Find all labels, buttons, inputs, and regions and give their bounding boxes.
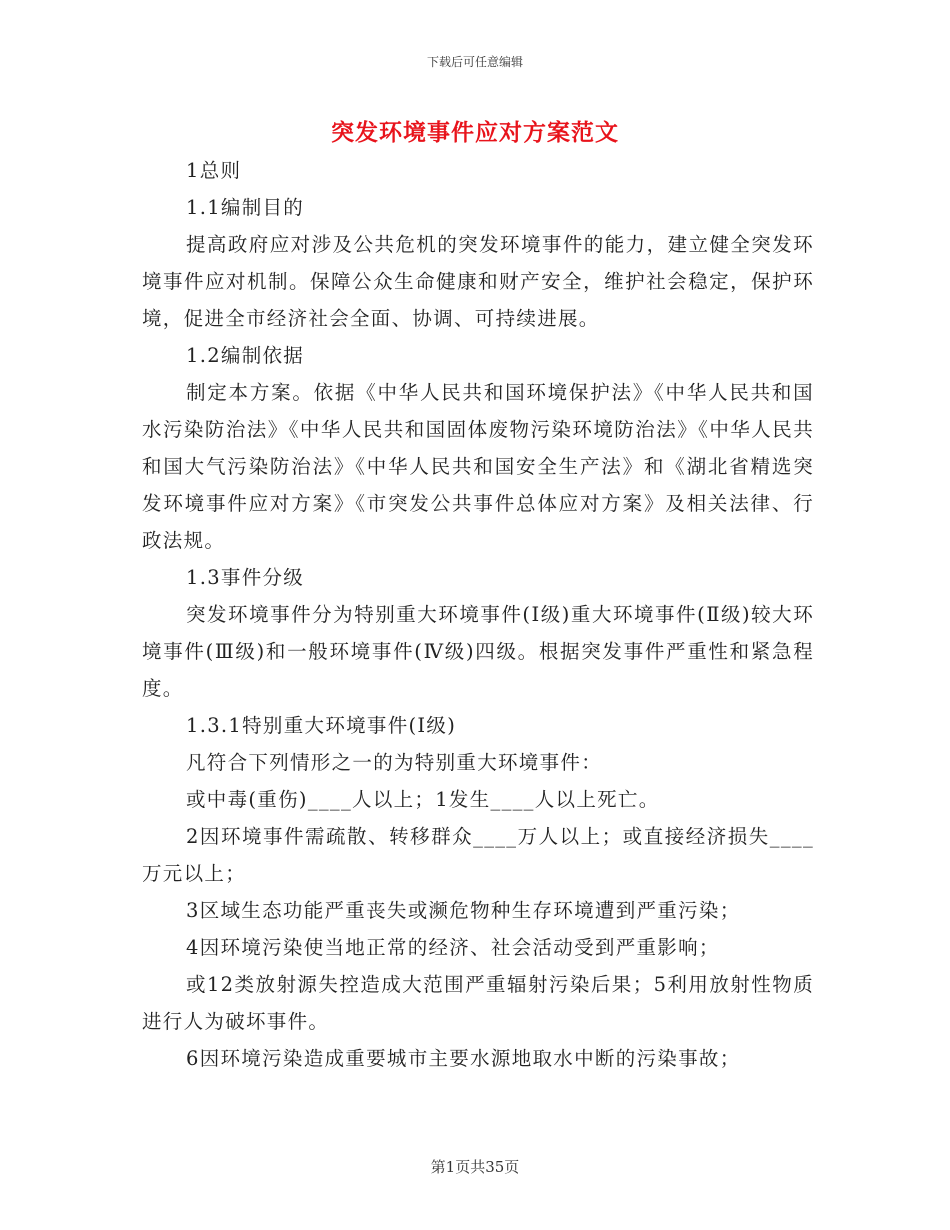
document-body — [142, 152, 814, 1077]
subsection-heading: 1.1编制目的 — [186, 196, 305, 219]
body-paragraph: 或12类放射源失控造成大范围严重辐射污染后果；5利用放射性物质进行人为破坏事件。 — [142, 973, 814, 1033]
body-paragraph: 2因环境事件需疏散、转移群众____万人以上；或直接经济损失____万元以上； — [142, 825, 814, 885]
body-paragraph: 提高政府应对涉及公共危机的突发环境事件的能力，建立健全突发环境事件应对机制。保障公众生命健康和财产安全，维护社会稳定，保护环境，促进全市经济社会全面、协调、可持续进展。 — [142, 233, 814, 330]
document-title: 突发环境事件应对方案范文 — [331, 119, 619, 146]
body-paragraph: 凡符合下列情形之一的为特别重大环境事件： — [186, 751, 603, 774]
subsection-heading: 1.3事件分级 — [186, 566, 305, 589]
section-heading: 1总则 — [186, 159, 242, 182]
body-paragraph: 6因环境污染造成重要城市主要水源地取水中断的污染事故； — [186, 1047, 741, 1070]
body-paragraph: 或中毒(重伤)____人以上；1发生____人以上死亡。 — [186, 788, 660, 811]
page-number: 第1页共35页 — [430, 1158, 520, 1176]
body-paragraph: 3区域生态功能严重丧失或濒危物种生存环境遭到严重污染； — [186, 899, 741, 922]
subsection-heading: 1.2编制依据 — [186, 344, 305, 367]
subsection-heading: 1.3.1特别重大环境事件(Ⅰ级) — [186, 714, 457, 737]
body-paragraph: 4因环境污染使当地正常的经济、社会活动受到严重影响； — [186, 936, 720, 959]
body-paragraph: 制定本方案。依据《中华人民共和国环境保护法》《中华人民共和国水污染防治法》《中华人民共和国固体废物污染环境防治法》《中华人民共和国大气污染防治法》《中华人民共和国安全生产法》和《湖北省精选突发环境事件应对方案》《市突发公共事件总体应对方案》及相关法律、行政法规。 — [142, 381, 814, 552]
body-paragraph: 突发环境事件分为特别重大环境事件(Ⅰ级)重大环境事件(Ⅱ级)较大环境事件(Ⅲ级)和一般环境事件(Ⅳ级)四级。根据突发事件严重性和紧急程度。 — [142, 603, 814, 700]
header-note: 下载后可任意编辑 — [426, 55, 523, 69]
